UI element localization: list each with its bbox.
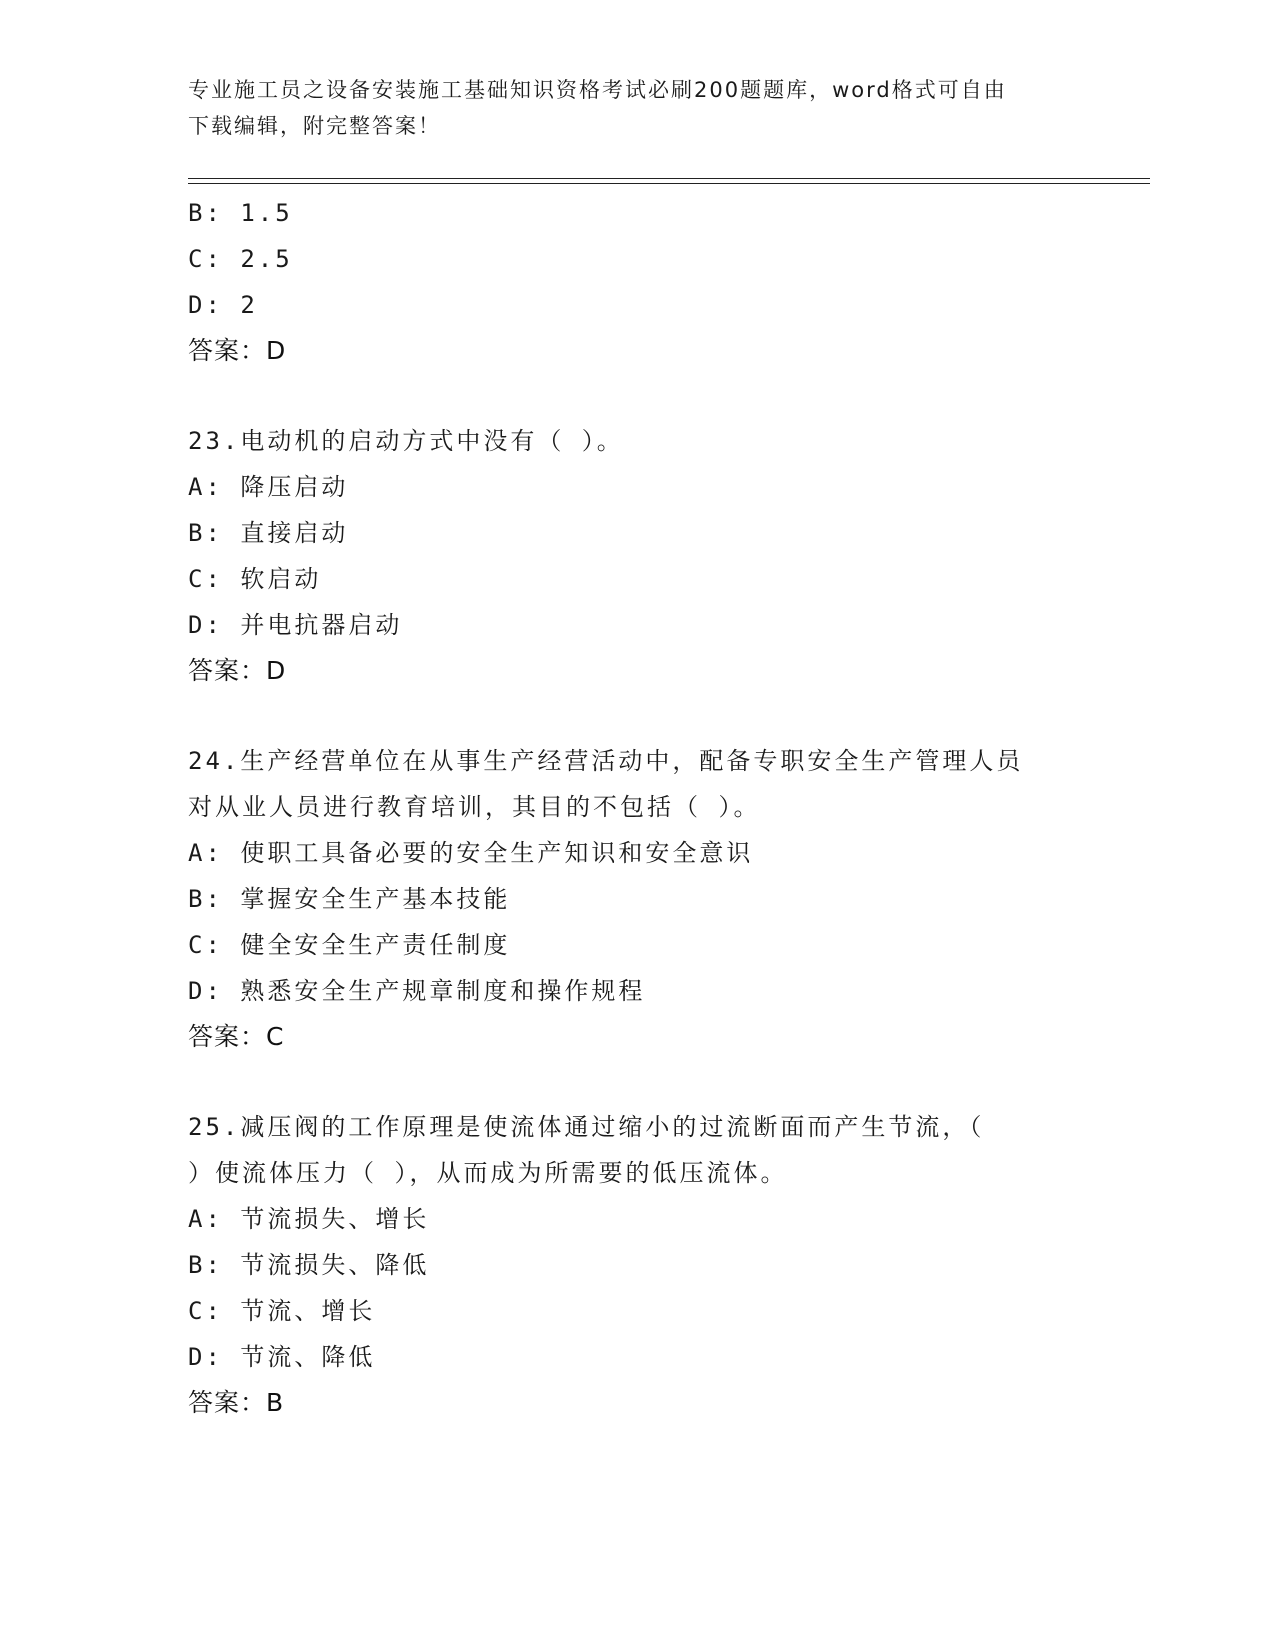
answer-line: 答案：B <box>188 1388 285 1417</box>
spacer <box>188 374 1088 418</box>
document-header <box>188 72 1078 144</box>
option-a: A: 降压启动 <box>188 473 349 501</box>
option-b: B: 直接启动 <box>188 519 349 547</box>
header-divider-top <box>188 178 1150 179</box>
question-stem: 23.电动机的启动方式中没有（ ）。 <box>188 427 624 455</box>
spacer <box>188 694 1088 738</box>
question-25 <box>188 1104 1088 1426</box>
question-24 <box>188 738 1088 1060</box>
spacer <box>188 1060 1088 1104</box>
question-list <box>188 190 1088 1426</box>
question-23 <box>188 418 1088 694</box>
header-title-line-2: 下载编辑，附完整答案！ <box>188 114 441 138</box>
header-title-line-1: 专业施工员之设备安装施工基础知识资格考试必刷200题题库，word格式可自由 <box>188 78 1007 102</box>
question-22 <box>188 190 1088 374</box>
option-c: C: 节流、增长 <box>188 1297 376 1325</box>
option-c: C: 软启动 <box>188 565 322 593</box>
option-b: B: 掌握安全生产基本技能 <box>188 885 511 913</box>
answer-line: 答案：D <box>188 336 287 365</box>
question-stem-line-1: 24.生产经营单位在从事生产经营活动中，配备专职安全生产管理人员 <box>188 747 1024 775</box>
option-d: D: 并电抗器启动 <box>188 611 403 639</box>
option-d: D: 节流、降低 <box>188 1343 376 1371</box>
option-c: C: 2.5 <box>188 245 293 273</box>
option-d: D: 熟悉安全生产规章制度和操作规程 <box>188 977 646 1005</box>
option-b: B: 节流损失、降低 <box>188 1251 430 1279</box>
answer-line: 答案：C <box>188 1022 285 1051</box>
option-c: C: 健全安全生产责任制度 <box>188 931 511 959</box>
question-stem-line-2: 对从业人员进行教育培训，其目的不包括（ ）。 <box>188 793 761 821</box>
option-a: A: 节流损失、增长 <box>188 1205 430 1233</box>
option-a: A: 使职工具备必要的安全生产知识和安全意识 <box>188 839 754 867</box>
answer-line: 答案：D <box>188 656 287 685</box>
option-b: B: 1.5 <box>188 199 293 227</box>
option-d: D: 2 <box>188 291 258 319</box>
question-stem-line-1: 25.减压阀的工作原理是使流体通过缩小的过流断面而产生节流，（ <box>188 1113 985 1141</box>
header-divider-bottom <box>188 183 1150 184</box>
question-stem-line-2: ）使流体压力（ ），从而成为所需要的低压流体。 <box>188 1159 788 1187</box>
